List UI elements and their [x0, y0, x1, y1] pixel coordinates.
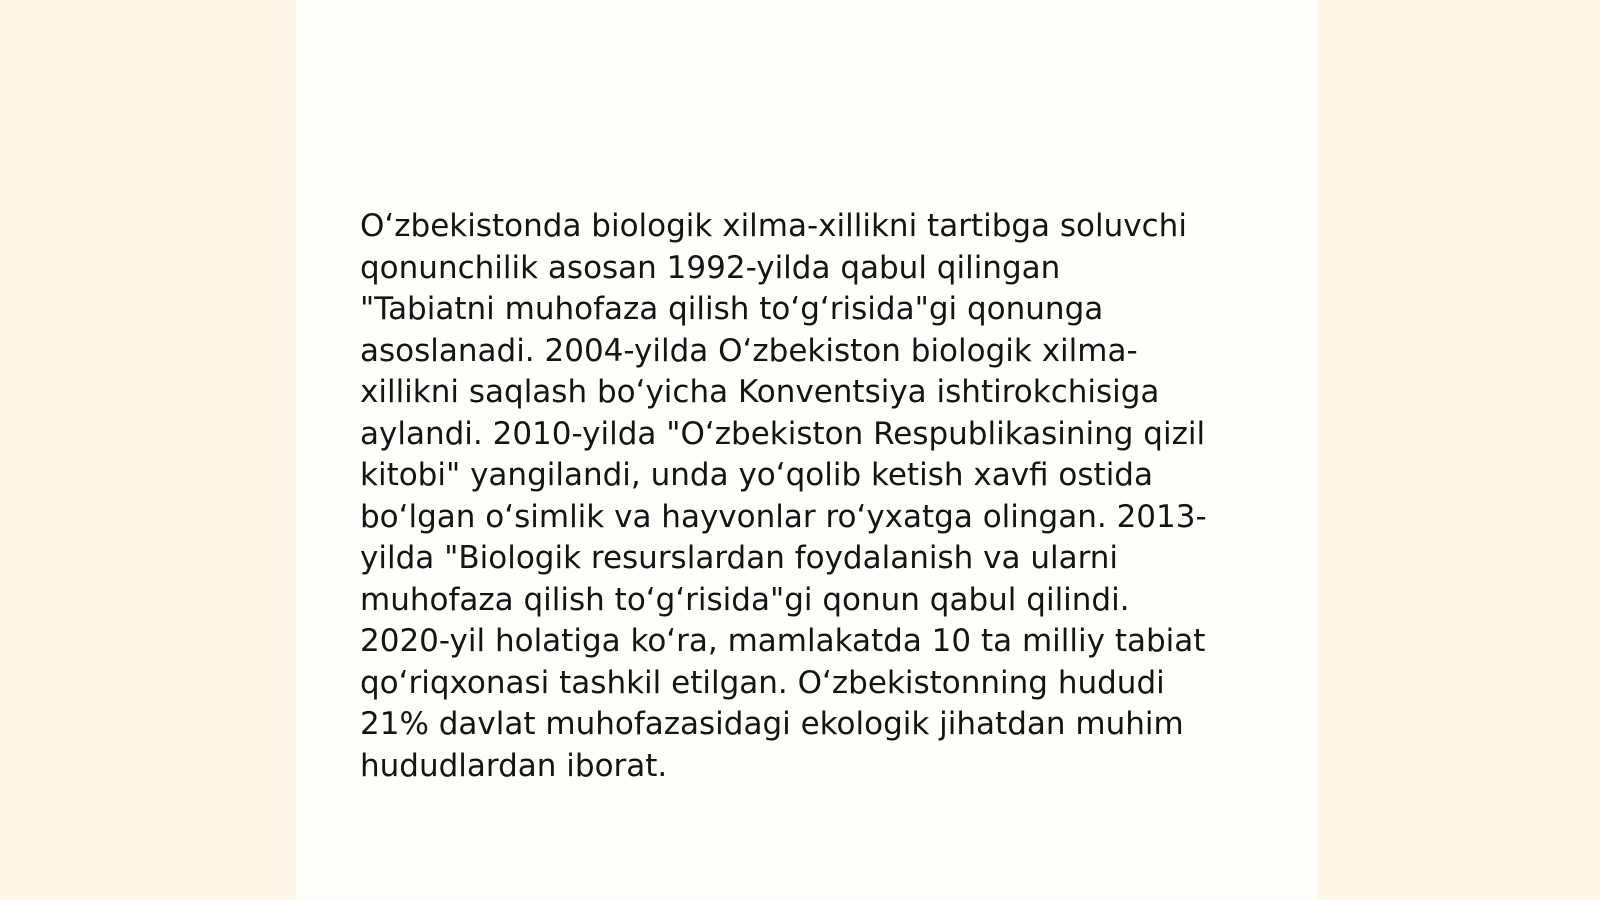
paragraph-line: muhofaza qilish toʻgʻrisida"gi qonun qabul qilindi.: [360, 581, 1130, 618]
body-paragraph: [360, 206, 1260, 787]
paragraph-line: kitobi" yangilandi, unda yoʻqolib ketish xavfi ostida: [360, 457, 1153, 493]
paragraph-line: Oʻzbekistonda biologik xilma-xillikni tartibga soluvchi: [360, 208, 1187, 244]
paragraph-line: 2020-yil holatiga koʻra, mamlakatda 10 ta milliy tabiat: [360, 623, 1206, 659]
paragraph-line: hududlardan iborat.: [360, 747, 668, 784]
paragraph-line: xillikni saqlash boʻyicha Konventsiya ishtirokchisiga: [360, 374, 1160, 410]
paragraph-line: 21% davlat muhofazasidagi ekologik jihatdan muhim: [360, 706, 1184, 742]
paragraph-line: "Tabiatni muhofaza qilish toʻgʻrisida"gi qonunga: [360, 291, 1104, 327]
paragraph-line: aylandi. 2010-yilda "Oʻzbekiston Respublikasining qizil: [360, 415, 1206, 452]
paragraph-line: yilda "Biologik resurslardan foydalanish va ularni: [360, 540, 1119, 576]
paragraph-line: asoslanadi. 2004-yilda Oʻzbekiston biologik xilma-: [360, 332, 1138, 369]
document-page: [296, 0, 1318, 900]
paragraph-line: qoʻriqxonasi tashkil etilgan. Oʻzbekistonning hududi: [360, 664, 1165, 701]
paragraph-line: qonunchilik asosan 1992-yilda qabul qilingan: [360, 249, 1061, 286]
paragraph-line: boʻlgan oʻsimlik va hayvonlar roʻyxatga olingan. 2013-: [360, 498, 1207, 535]
